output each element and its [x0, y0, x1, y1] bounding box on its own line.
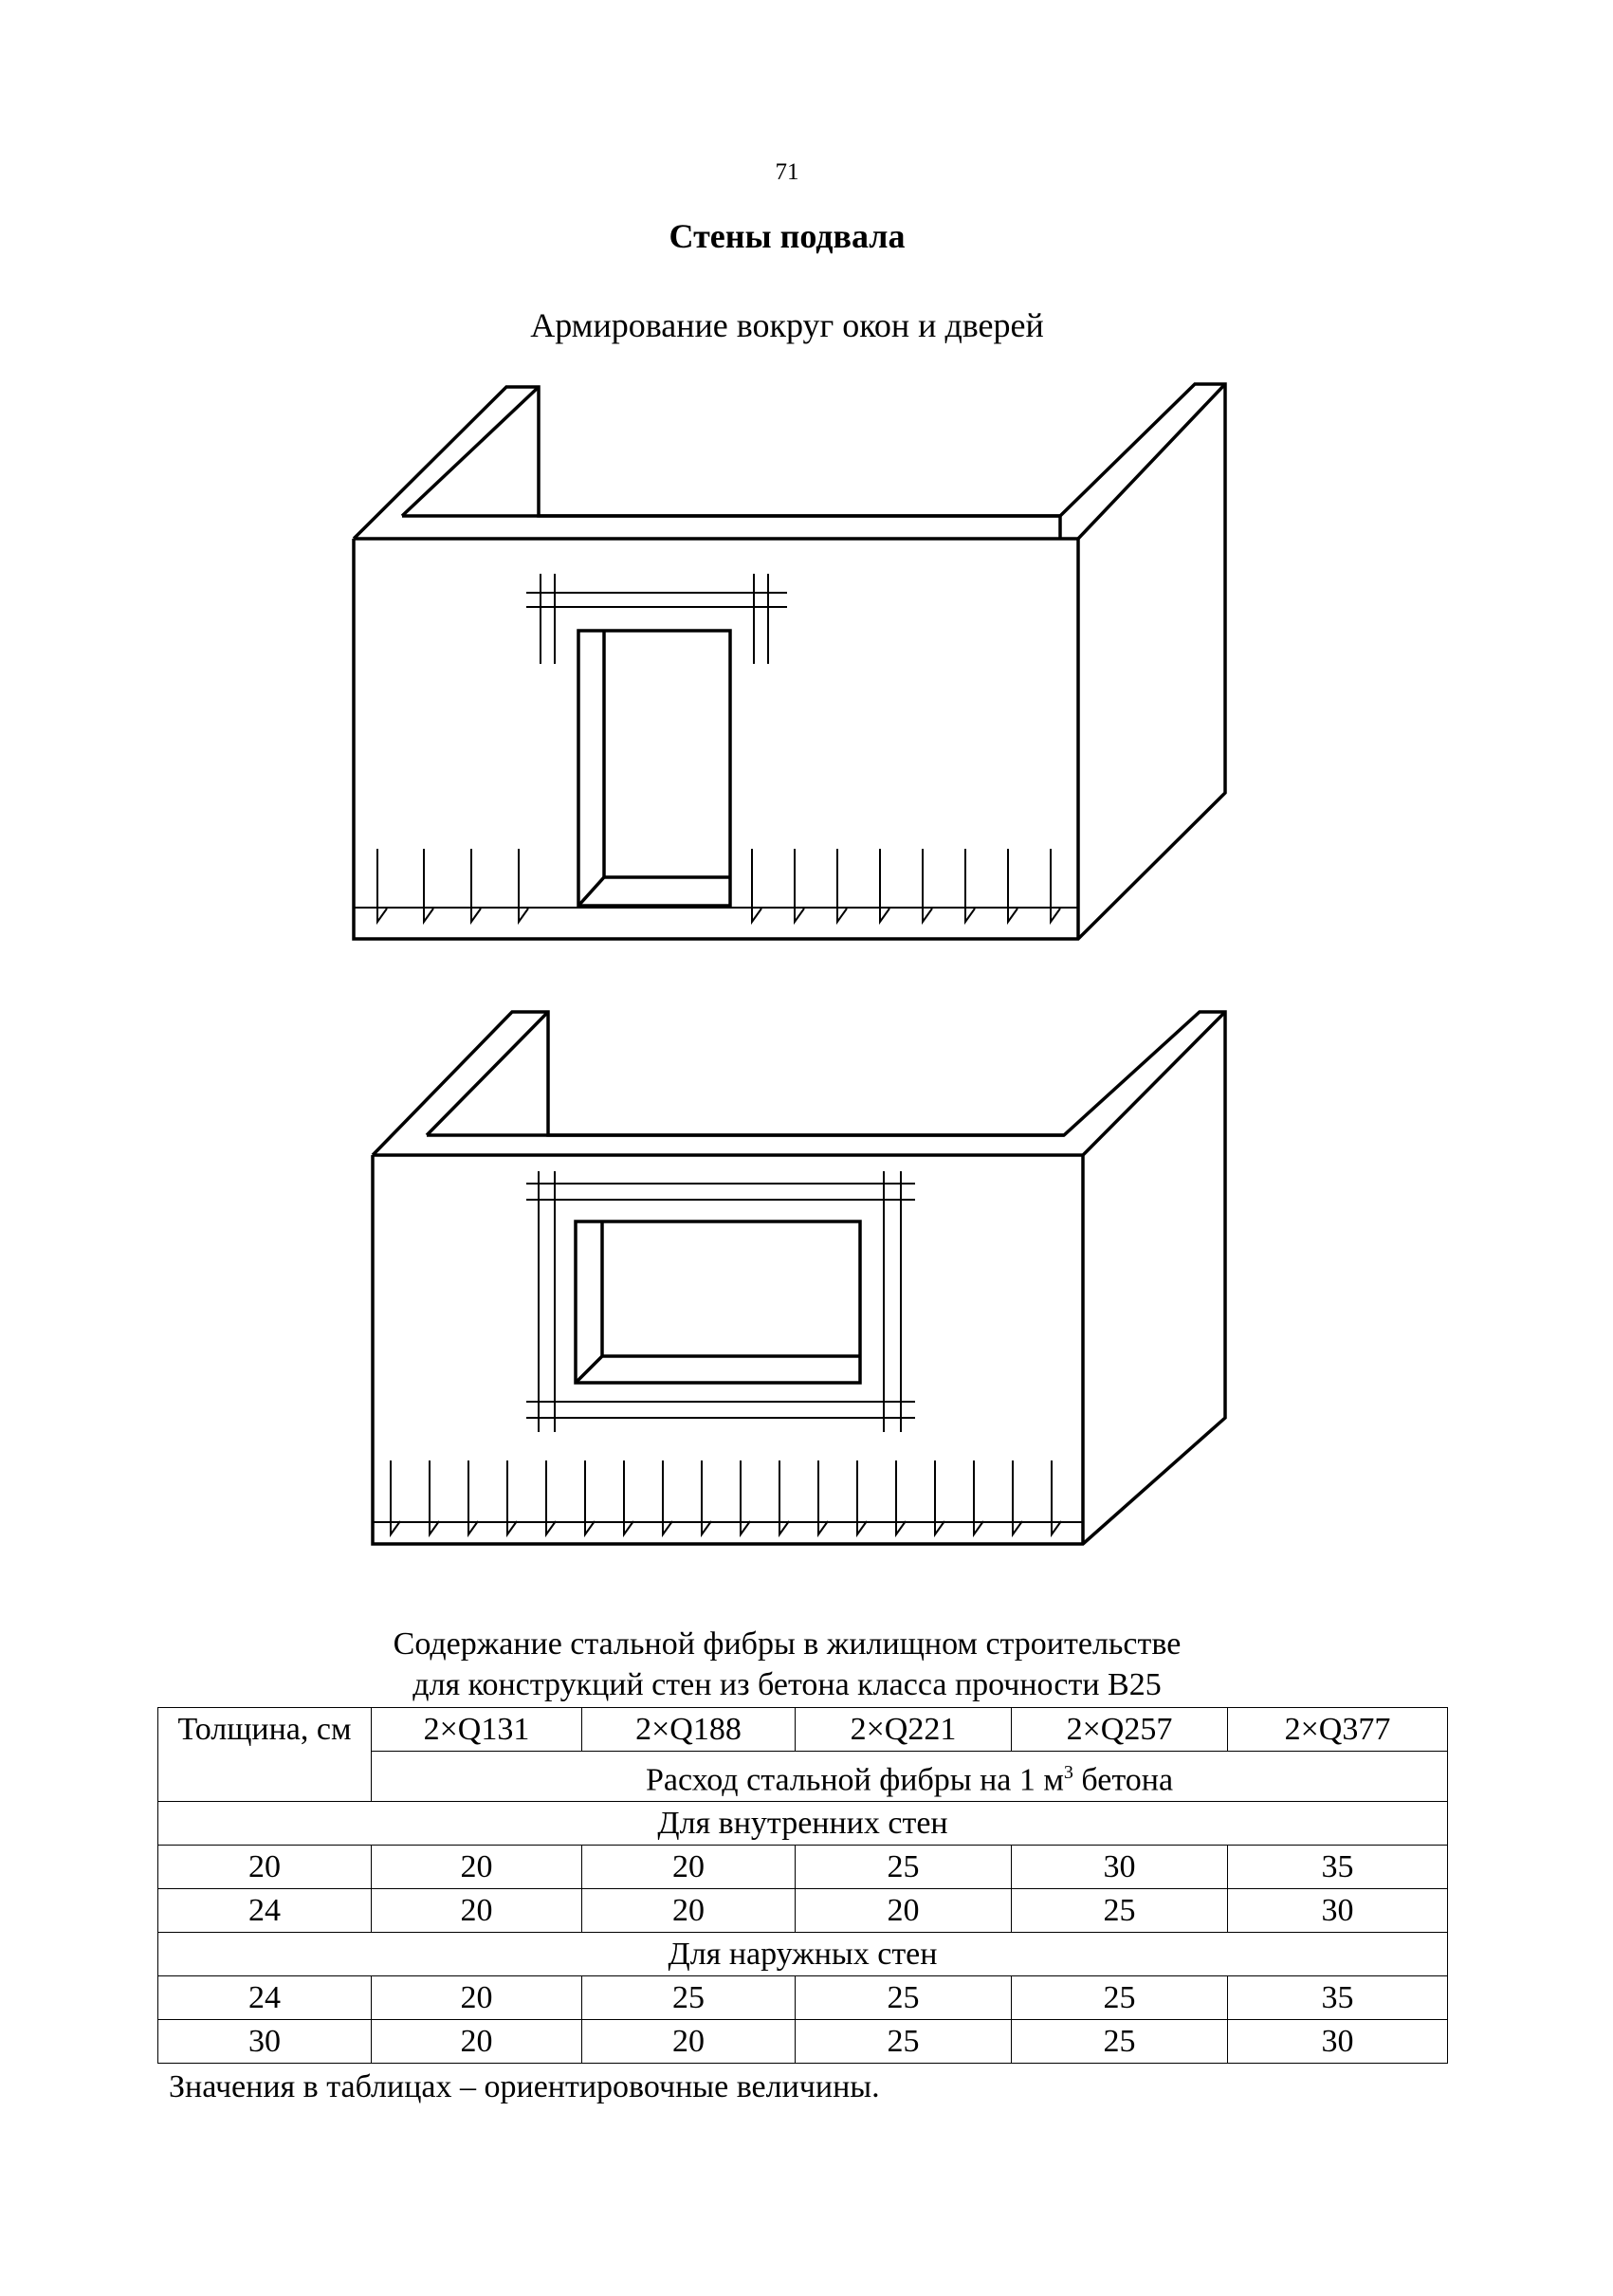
value-cell: 25 — [796, 1976, 1012, 2020]
value-cell: 20 — [372, 1889, 582, 1933]
value-cell: 20 — [372, 1846, 582, 1889]
value-cell: 35 — [1228, 1846, 1448, 1889]
table-row — [158, 1976, 1448, 2020]
starter-bar — [585, 1460, 595, 1534]
value-cell: 25 — [582, 1976, 796, 2020]
value-cell: 25 — [1012, 1976, 1228, 2020]
wall-door-reinforcement-drawing — [0, 375, 1613, 953]
column-header: 2×Q257 — [1012, 1708, 1228, 1752]
value-cell: 30 — [1228, 1889, 1448, 1933]
starter-bar — [935, 1460, 944, 1534]
window-reinforcement-bars — [526, 1171, 915, 1432]
value-cell: 30 — [1228, 2020, 1448, 2064]
page-title: Стены подвала — [669, 217, 906, 255]
value-cell: 25 — [796, 2020, 1012, 2064]
column-header: 2×Q221 — [796, 1708, 1012, 1752]
starter-bar — [795, 849, 804, 922]
column-header: 2×Q377 — [1228, 1708, 1448, 1752]
value-cell: 20 — [582, 1846, 796, 1889]
table-caption-line1: Содержание стальной фибры в жилищном строительстве — [393, 1626, 1182, 1662]
steel-fiber-table — [157, 1707, 1448, 2064]
table-header-row — [158, 1708, 1448, 1752]
starter-bar — [741, 1460, 750, 1534]
thickness-cell: 24 — [158, 1976, 372, 2020]
value-cell: 35 — [1228, 1976, 1448, 2020]
value-cell: 20 — [582, 2020, 796, 2064]
wall-starter-bars — [377, 849, 1060, 922]
starter-bar — [471, 849, 481, 922]
starter-bar — [519, 849, 528, 922]
column-header: 2×Q188 — [582, 1708, 796, 1752]
section-row — [158, 1933, 1448, 1976]
starter-bar — [468, 1460, 478, 1534]
starter-bar — [424, 849, 433, 922]
starter-bar — [702, 1460, 711, 1534]
value-cell: 20 — [796, 1889, 1012, 1933]
starter-bar — [896, 1460, 906, 1534]
wall-outline — [354, 384, 1225, 939]
value-cell: 30 — [1012, 1846, 1228, 1889]
starter-bar — [1051, 849, 1060, 922]
starter-bar — [818, 1460, 828, 1534]
table-caption — [0, 1624, 1574, 1705]
starter-bar — [779, 1460, 789, 1534]
starter-bar — [1052, 1460, 1061, 1534]
table-caption-line2: для конструкций стен из бетона класса прочности B25 — [412, 1667, 1162, 1702]
starter-bar — [624, 1460, 633, 1534]
starter-bar — [965, 849, 975, 922]
value-cell: 20 — [372, 2020, 582, 2064]
starter-bar — [430, 1460, 439, 1534]
page-subtitle: Армирование вокруг окон и дверей — [530, 306, 1044, 344]
wall-window-reinforcement-drawing — [0, 996, 1613, 1565]
thickness-cell: 20 — [158, 1846, 372, 1889]
starter-bar — [1013, 1460, 1022, 1534]
thickness-header: Толщина, см — [158, 1708, 372, 1802]
starter-bar — [752, 849, 761, 922]
starter-bar — [837, 849, 847, 922]
value-cell: 20 — [372, 1976, 582, 2020]
section-title-inner-walls: Для внутренних стен — [158, 1802, 1448, 1846]
value-cell: 25 — [1012, 2020, 1228, 2064]
wall-outline — [373, 1012, 1225, 1544]
table-row — [158, 1889, 1448, 1933]
section-row — [158, 1802, 1448, 1846]
value-cell: 25 — [1012, 1889, 1228, 1933]
starter-bar — [880, 849, 889, 922]
column-header: 2×Q131 — [372, 1708, 582, 1752]
starter-bar — [857, 1460, 867, 1534]
door-opening — [578, 631, 730, 906]
consumption-label-suffix: бетона — [1072, 1762, 1174, 1798]
consumption-unit-exponent: 3 — [1063, 1762, 1073, 1783]
thickness-cell: 30 — [158, 2020, 372, 2064]
thickness-cell: 24 — [158, 1889, 372, 1933]
starter-bar — [1008, 849, 1017, 922]
table-row — [158, 2020, 1448, 2064]
starter-bar — [923, 849, 932, 922]
wall-starter-bars — [391, 1460, 1061, 1534]
table-note: Значения в таблицах – ориентировочные величины. — [169, 2069, 880, 2104]
starter-bar — [663, 1460, 672, 1534]
starter-bar — [546, 1460, 556, 1534]
value-cell: 25 — [796, 1846, 1012, 1889]
value-cell: 20 — [582, 1889, 796, 1933]
table-row — [158, 1846, 1448, 1889]
page-number: 71 — [775, 159, 799, 185]
consumption-label: Расход стальной фибры на 1 м — [645, 1762, 1064, 1798]
starter-bar — [377, 849, 387, 922]
consumption-header — [372, 1752, 1448, 1802]
door-reinforcement-bars — [526, 574, 787, 664]
section-title-outer-walls: Для наружных стен — [158, 1933, 1448, 1976]
starter-bar — [391, 1460, 400, 1534]
starter-bar — [507, 1460, 517, 1534]
starter-bar — [974, 1460, 983, 1534]
window-opening — [576, 1221, 860, 1383]
